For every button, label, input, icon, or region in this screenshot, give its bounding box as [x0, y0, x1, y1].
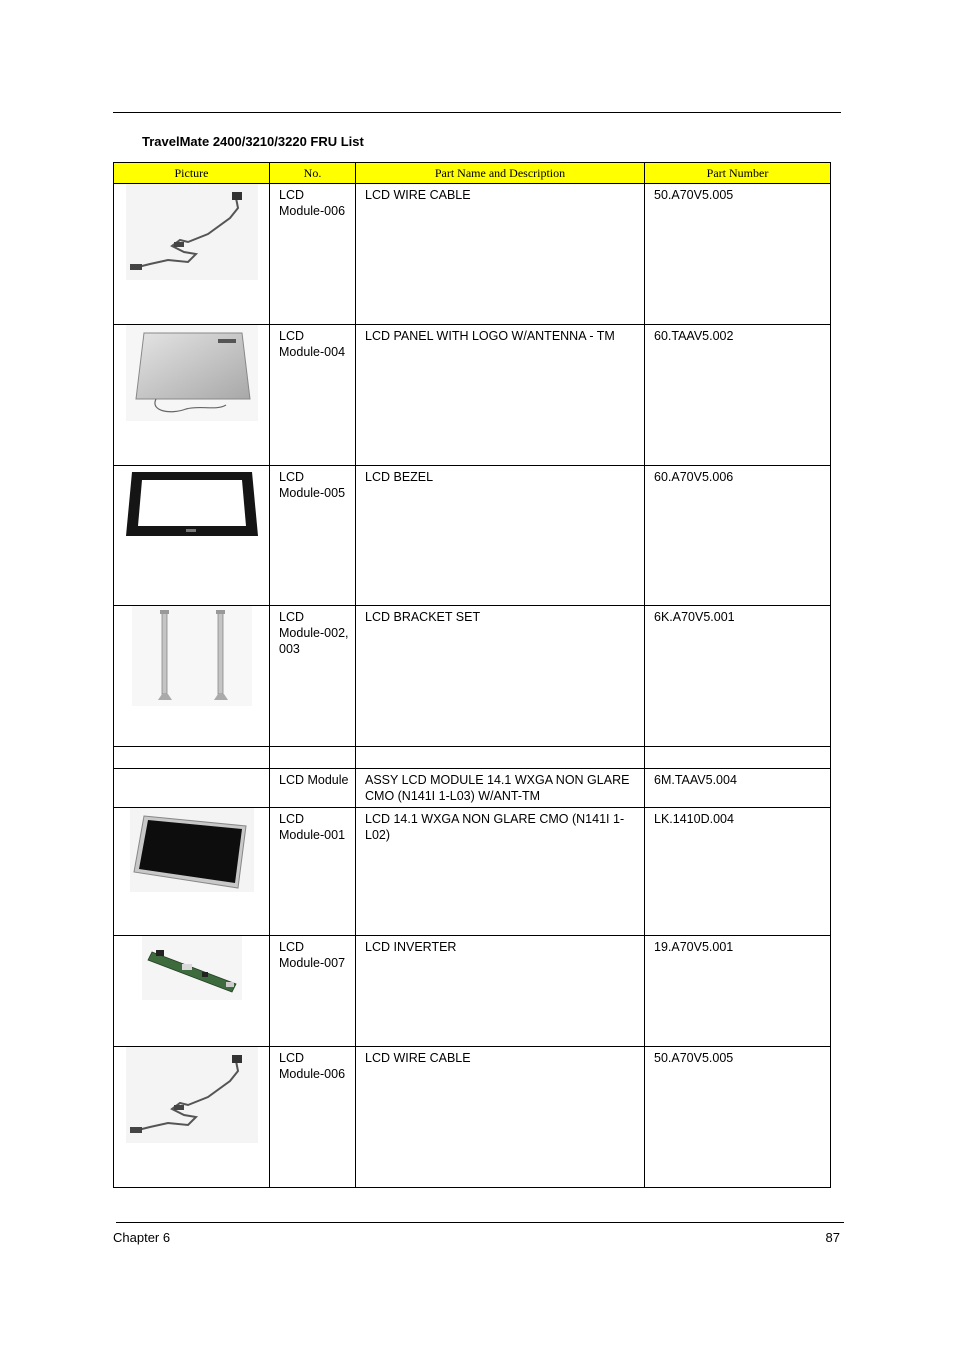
lcd-wire-cable-image — [126, 1047, 258, 1143]
part-number-cell — [645, 747, 831, 769]
part-number-cell: 6M.TAAV5.004 — [645, 769, 831, 808]
header-part-number: Part Number — [645, 163, 831, 184]
picture-cell — [114, 466, 270, 606]
lcd-inverter-image — [142, 936, 242, 1000]
part-name-cell: LCD PANEL WITH LOGO W/ANTENNA - TM — [356, 325, 645, 466]
table-row — [114, 325, 831, 466]
picture-cell — [114, 325, 270, 466]
footer-page-number: 87 — [825, 1230, 840, 1245]
table-row — [114, 747, 831, 769]
part-no-cell: LCD Module — [270, 769, 356, 808]
part-number-cell: 60.TAAV5.002 — [645, 325, 831, 466]
part-no-cell — [270, 747, 356, 769]
part-name-cell: LCD WIRE CABLE — [356, 184, 645, 325]
picture-cell — [114, 769, 270, 808]
picture-cell — [114, 747, 270, 769]
lcd-bracket-set-image — [132, 606, 252, 706]
picture-cell — [114, 606, 270, 747]
part-name-cell: ASSY LCD MODULE 14.1 WXGA NON GLARE CMO (N141I 1-L03) W/ANT-TM — [356, 769, 645, 808]
part-name-cell: LCD INVERTER — [356, 936, 645, 1047]
picture-cell — [114, 184, 270, 325]
part-number-cell: 60.A70V5.006 — [645, 466, 831, 606]
document-title: TravelMate 2400/3210/3220 FRU List — [142, 134, 364, 149]
part-no-cell: LCD Module-004 — [270, 325, 356, 466]
part-name-cell: LCD WIRE CABLE — [356, 1047, 645, 1188]
top-rule — [113, 112, 841, 113]
lcd-wire-cable-image — [126, 184, 258, 280]
part-name-cell: LCD BEZEL — [356, 466, 645, 606]
part-name-cell — [356, 747, 645, 769]
part-number-cell: 50.A70V5.005 — [645, 1047, 831, 1188]
part-name-cell: LCD BRACKET SET — [356, 606, 645, 747]
part-number-cell: LK.1410D.004 — [645, 808, 831, 936]
table-row — [114, 808, 831, 936]
part-name-cell: LCD 14.1 WXGA NON GLARE CMO (N141I 1-L02) — [356, 808, 645, 936]
part-number-cell: 50.A70V5.005 — [645, 184, 831, 325]
part-no-cell: LCD Module-006 — [270, 184, 356, 325]
table-row — [114, 184, 831, 325]
footer-chapter: Chapter 6 — [113, 1230, 171, 1245]
table-row — [114, 1047, 831, 1188]
bottom-rule — [116, 1222, 844, 1223]
part-no-cell: LCD Module-006 — [270, 1047, 356, 1188]
lcd-panel-logo-image — [126, 325, 258, 421]
lcd-bezel-image — [122, 466, 262, 546]
part-no-cell: LCD Module-005 — [270, 466, 356, 606]
picture-cell — [114, 1047, 270, 1188]
table-header-row — [114, 163, 831, 184]
picture-cell — [114, 808, 270, 936]
table-row — [114, 936, 831, 1047]
part-number-cell: 6K.A70V5.001 — [645, 606, 831, 747]
table-row — [114, 769, 831, 808]
table-row — [114, 466, 831, 606]
header-part-name: Part Name and Description — [356, 163, 645, 184]
header-no: No. — [270, 163, 356, 184]
table-row — [114, 606, 831, 747]
header-picture: Picture — [114, 163, 270, 184]
part-no-cell: LCD Module-001 — [270, 808, 356, 936]
part-no-cell: LCD Module-002, 003 — [270, 606, 356, 747]
fru-table — [113, 162, 831, 1188]
part-number-cell: 19.A70V5.001 — [645, 936, 831, 1047]
lcd-panel-screen-image — [130, 808, 254, 892]
picture-cell — [114, 936, 270, 1047]
part-no-cell: LCD Module-007 — [270, 936, 356, 1047]
